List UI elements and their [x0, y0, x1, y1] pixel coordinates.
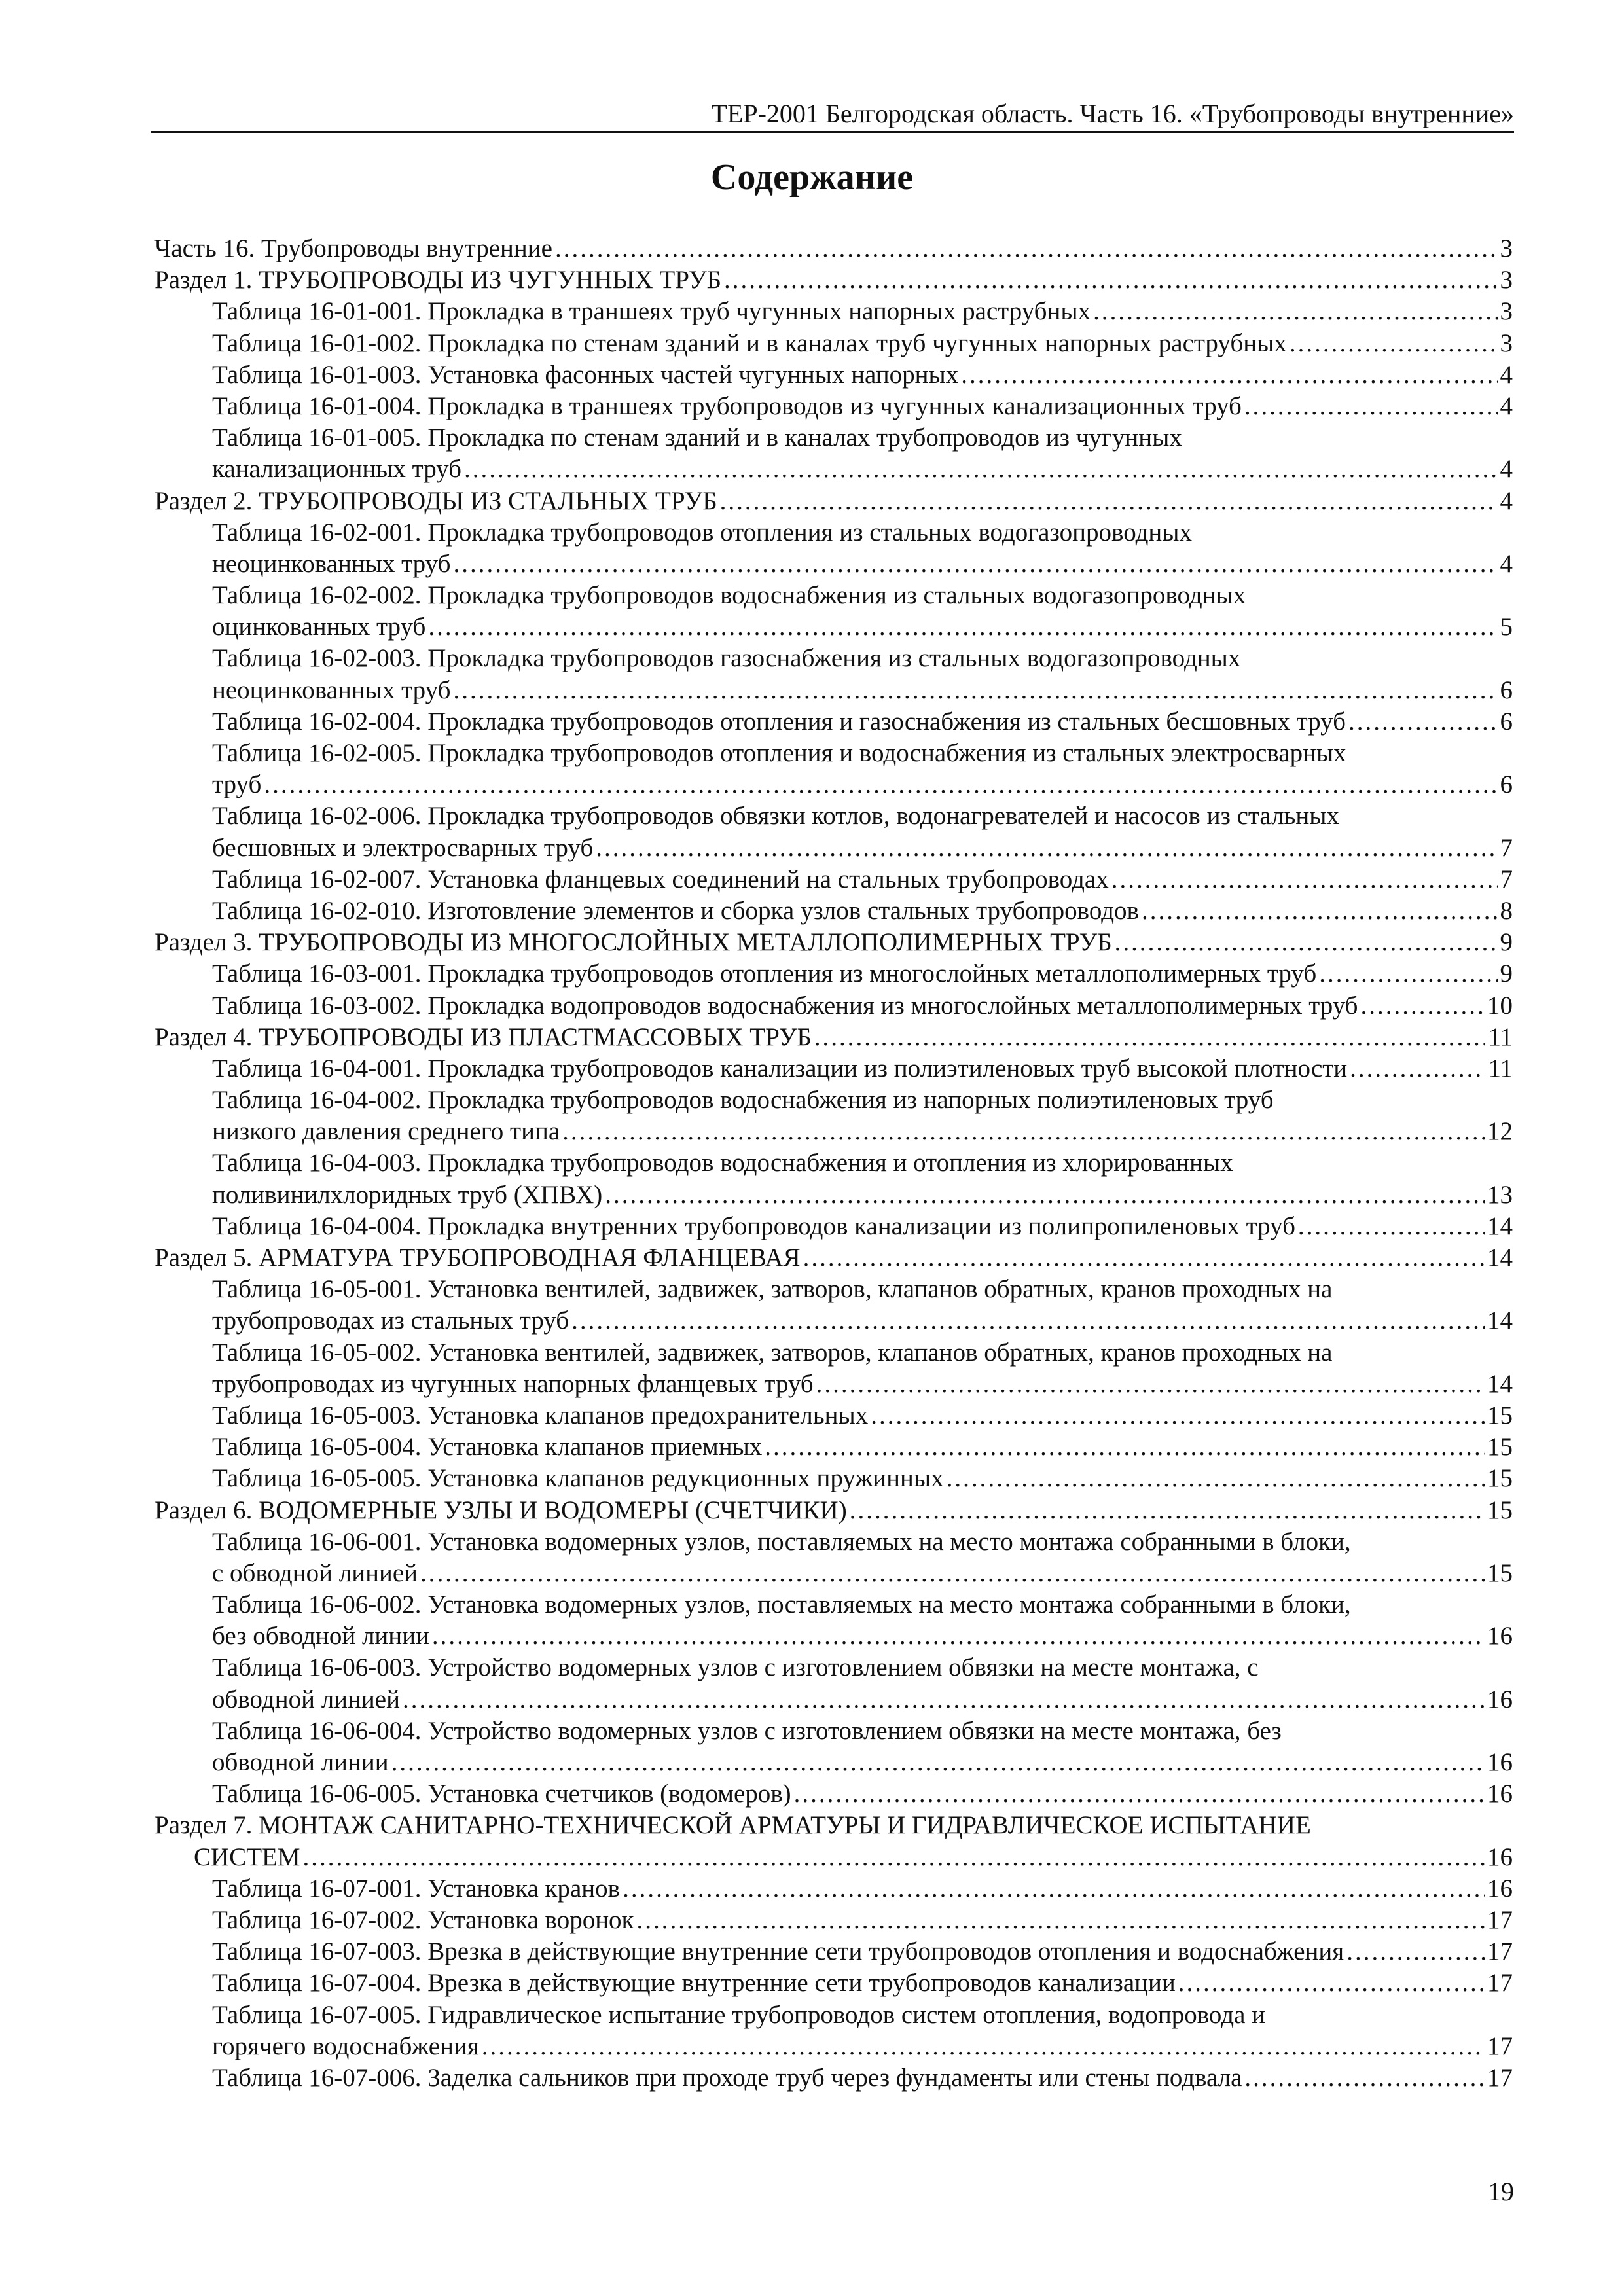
toc-entry[interactable]: [154, 643, 1513, 706]
dot-leader: [403, 1684, 1485, 1715]
toc-entry[interactable]: [154, 800, 1513, 863]
dot-leader: [1348, 706, 1498, 738]
toc-entry[interactable]: [154, 2062, 1513, 2094]
toc-page-number: 10: [1487, 991, 1513, 1020]
toc-entry-title: Таблица 16-07-005. Гидравлическое испытание трубопроводов систем отопления, водопровода и: [212, 2000, 1266, 2029]
dot-leader: [794, 1778, 1485, 1810]
dot-leader: [605, 1179, 1485, 1211]
toc-entry-title: Таблица 16-02-004. Прокладка трубопроводов отопления и газоснабжения из стальных бесшовных труб: [212, 707, 1346, 736]
toc-entry-title: бесшовных и электросварных труб: [212, 833, 594, 862]
toc-page-number: 16: [1487, 1842, 1513, 1871]
toc-entry-title: Таблица 16-02-001. Прокладка трубопроводов отопления из стальных водогазопроводных: [212, 518, 1192, 547]
toc-entry-title: Таблица 16-01-001. Прокладка в траншеях труб чугунных напорных раструбных: [212, 297, 1091, 326]
toc-entry-line: [154, 1400, 1513, 1431]
toc-entry[interactable]: [154, 1652, 1513, 1715]
page-number: 19: [1488, 2177, 1514, 2206]
toc-entry-line: [154, 1652, 1513, 1683]
toc-entry-line: [154, 1431, 1513, 1463]
toc-entry-line: [154, 422, 1513, 454]
toc-entry[interactable]: [154, 391, 1513, 422]
toc-entry[interactable]: [154, 1085, 1513, 1147]
toc-entry-line: [154, 1936, 1513, 1967]
toc-entry[interactable]: [154, 1495, 1513, 1526]
toc-page-number: 15: [1487, 1496, 1513, 1524]
toc-entry-line: [154, 264, 1513, 296]
header-divider: [151, 131, 1514, 133]
toc-entry[interactable]: [154, 1242, 1513, 1274]
toc-entry[interactable]: [154, 1905, 1513, 1936]
toc-entry-line: [154, 1747, 1513, 1778]
toc-page-number: 4: [1500, 391, 1513, 420]
toc-entry[interactable]: [154, 486, 1513, 517]
toc-entry[interactable]: [154, 1431, 1513, 1463]
toc-entry[interactable]: [154, 895, 1513, 927]
toc-entry-line: [154, 1526, 1513, 1558]
toc-entry-line: [154, 2031, 1513, 2062]
toc-entry-line: [154, 738, 1513, 769]
toc-entry[interactable]: [154, 359, 1513, 391]
toc-entry-line: [154, 1274, 1513, 1305]
toc-page-number: 17: [1487, 2063, 1513, 2092]
toc-page-number: 8: [1500, 896, 1513, 925]
toc-entry-line: [154, 1337, 1513, 1369]
toc-entry[interactable]: [154, 1211, 1513, 1242]
toc-entry-line: [154, 486, 1513, 517]
toc-entry-line: [154, 548, 1513, 580]
toc-entry-title: Таблица 16-04-001. Прокладка трубопроводов канализации из полиэтиленовых труб высокой плотности: [212, 1054, 1348, 1083]
toc-page-number: 3: [1500, 329, 1513, 357]
toc-entry-line: [154, 1621, 1513, 1652]
toc-page-number: 3: [1500, 297, 1513, 326]
dot-leader: [1115, 927, 1498, 958]
toc-entry-line: [154, 454, 1513, 485]
toc-entry[interactable]: [154, 1337, 1513, 1400]
toc-entry-line: [154, 1053, 1513, 1085]
toc-entry-line: [154, 990, 1513, 1022]
toc-page-number: 3: [1500, 234, 1513, 262]
toc-entry-title: Таблица 16-01-004. Прокладка в траншеях трубопроводов из чугунных канализационных труб: [212, 391, 1242, 420]
dot-leader: [420, 1558, 1485, 1589]
toc-page-number: 12: [1487, 1117, 1513, 1146]
dot-leader: [571, 1305, 1485, 1336]
toc-entry-line: [154, 1684, 1513, 1715]
toc-entry-line: [154, 1905, 1513, 1936]
dot-leader: [765, 1431, 1485, 1463]
dot-leader: [555, 233, 1498, 264]
toc-entry[interactable]: [154, 1936, 1513, 1967]
toc-page-number: 3: [1500, 266, 1513, 295]
toc-page-number: 4: [1500, 549, 1513, 578]
toc-entry-line: [154, 580, 1513, 611]
toc-entry-line: [154, 958, 1513, 990]
toc-entry-title: Таблица 16-01-005. Прокладка по стенам зданий и в каналах трубопроводов из чугунных: [212, 423, 1182, 452]
toc-entry-title: Таблица 16-01-002. Прокладка по стенам зданий и в каналах труб чугунных напорных раструбных: [212, 329, 1287, 357]
toc-entry[interactable]: [154, 2000, 1513, 2062]
toc-entry[interactable]: [154, 864, 1513, 895]
toc-entry[interactable]: [154, 1053, 1513, 1085]
toc-entry-title: Раздел 2. ТРУБОПРОВОДЫ ИЗ СТАЛЬНЫХ ТРУБ: [154, 486, 717, 515]
toc-page-number: 5: [1500, 613, 1513, 641]
dot-leader: [947, 1463, 1485, 1494]
toc-entry-title: Таблица 16-02-010. Изготовление элементов и сборка узлов стальных трубопроводов: [212, 896, 1139, 925]
toc-entry-line: [154, 359, 1513, 391]
toc-entry[interactable]: [154, 738, 1513, 800]
dot-leader: [871, 1400, 1485, 1431]
toc-entry-line: [154, 1495, 1513, 1526]
toc-entry-title: поливинилхлоридных труб (ХПВХ): [212, 1180, 603, 1209]
toc-page-number: 16: [1487, 1780, 1513, 1808]
toc-entry-line: [154, 1589, 1513, 1621]
toc-entry-line: [154, 1179, 1513, 1211]
toc-entry[interactable]: [154, 1400, 1513, 1431]
toc-entry-title: Таблица 16-05-003. Установка клапанов предохранительных: [212, 1401, 869, 1429]
toc-entry-line: [154, 643, 1513, 674]
toc-entry-line: [154, 1242, 1513, 1274]
toc-entry-title: Таблица 16-02-007. Установка фланцевых соединений на стальных трубопроводах: [212, 865, 1109, 893]
dot-leader: [1142, 895, 1498, 927]
toc-entry[interactable]: [154, 958, 1513, 990]
toc-page-number: 16: [1487, 1748, 1513, 1776]
toc-page-number: 4: [1500, 455, 1513, 484]
toc-entry-title: СИСТЕМ: [194, 1842, 300, 1871]
toc-entry-title: трубопроводах из чугунных напорных фланцевых труб: [212, 1369, 814, 1398]
toc-page-number: 16: [1487, 1685, 1513, 1713]
dot-leader: [454, 675, 1498, 706]
toc-entry-title: Раздел 5. АРМАТУРА ТРУБОПРОВОДНАЯ ФЛАНЦЕВАЯ: [154, 1244, 801, 1272]
toc-entry-line: [154, 1022, 1513, 1053]
toc-entry-title: Таблица 16-07-001. Установка кранов: [212, 1874, 621, 1903]
toc-page-number: 15: [1487, 1558, 1513, 1587]
dot-leader: [1298, 1211, 1485, 1242]
toc-entry-title: Таблица 16-07-002. Установка воронок: [212, 1905, 634, 1934]
toc-entry-line: [154, 1085, 1513, 1116]
toc-entry-title: Таблица 16-02-006. Прокладка трубопроводов обвязки котлов, водонагревателей и насосов из стальных: [212, 802, 1339, 831]
toc-entry-title: Раздел 6. ВОДОМЕРНЫЕ УЗЛЫ И ВОДОМЕРЫ (СЧЕТЧИКИ): [154, 1496, 847, 1524]
dot-leader: [1093, 296, 1497, 327]
toc-entry[interactable]: [154, 517, 1513, 580]
dot-leader: [1350, 1053, 1485, 1085]
dot-leader: [623, 1873, 1485, 1905]
toc-entry[interactable]: [154, 1589, 1513, 1652]
toc-entry-title: горячего водоснабжения: [212, 2032, 479, 2060]
dot-leader: [961, 359, 1497, 391]
toc-entry-line: [154, 391, 1513, 422]
toc-entry-title: Раздел 4. ТРУБОПРОВОДЫ ИЗ ПЛАСТМАССОВЫХ ТРУБ: [154, 1022, 812, 1051]
toc-entry-title: обводной линии: [212, 1748, 389, 1776]
toc-entry-title: трубопроводах из стальных труб: [212, 1306, 569, 1335]
toc-entry-title: Таблица 16-06-005. Установка счетчиков (водомеров): [212, 1780, 791, 1808]
dot-leader: [1346, 1936, 1485, 1967]
toc-entry-line: [154, 233, 1513, 264]
toc-entry-line: [154, 1116, 1513, 1147]
toc-entry-title: без обводной линии: [212, 1622, 429, 1651]
toc-page-number: 6: [1500, 770, 1513, 799]
toc-entry[interactable]: [154, 233, 1513, 264]
toc-entry[interactable]: [154, 1274, 1513, 1336]
toc-entry-title: Таблица 16-07-004. Врезка в действующие внутренние сети трубопроводов канализации: [212, 1969, 1176, 1998]
toc-page-number: 9: [1500, 960, 1513, 988]
toc-page-number: 13: [1487, 1180, 1513, 1209]
dot-leader: [1244, 391, 1498, 422]
toc-entry-line: [154, 1967, 1513, 1999]
toc-entry-title: Таблица 16-06-002. Установка водомерных узлов, поставляемых на место монтажа собранными в блоки,: [212, 1590, 1351, 1619]
toc-entry-title: с обводной линией: [212, 1558, 418, 1587]
toc-entry-title: Таблица 16-03-001. Прокладка трубопроводов отопления из многослойных металлополимерных труб: [212, 960, 1317, 988]
toc-entry-title: Часть 16. Трубопроводы внутренние: [154, 234, 552, 262]
toc-entry-line: [154, 328, 1513, 359]
dot-leader: [724, 264, 1498, 296]
dot-leader: [1111, 864, 1498, 895]
toc-page-number: 9: [1500, 928, 1513, 957]
toc-entry-line: [154, 769, 1513, 800]
toc-entry-line: [154, 2062, 1513, 2094]
toc-entry[interactable]: [154, 580, 1513, 643]
toc-page-number: 17: [1487, 1969, 1513, 1998]
toc-entry[interactable]: [154, 1022, 1513, 1053]
dot-leader: [464, 454, 1497, 485]
toc-entry[interactable]: [154, 1147, 1513, 1210]
dot-leader: [428, 611, 1497, 643]
toc-entry-line: [154, 1305, 1513, 1336]
toc-entry[interactable]: [154, 1810, 1513, 1873]
toc-entry-title: Таблица 16-06-004. Устройство водомерных узлов с изготовлением обвязки на месте монтажа, без: [212, 1716, 1282, 1745]
toc-page-number: 11: [1488, 1054, 1513, 1083]
toc-entry-line: [154, 1147, 1513, 1179]
toc-entry-title: Таблица 16-07-006. Заделка сальников при проходе труб через фундаменты или стены подвала: [212, 2063, 1242, 2092]
toc-entry[interactable]: [154, 1715, 1513, 1778]
toc-page-number: 4: [1500, 360, 1513, 389]
toc-entry-title: обводной линией: [212, 1685, 400, 1713]
toc-entry[interactable]: [154, 1463, 1513, 1494]
toc-entry-line: [154, 1211, 1513, 1242]
dot-leader: [482, 2031, 1485, 2062]
toc-entry-line: [154, 1810, 1513, 1841]
toc-page-number: 14: [1487, 1306, 1513, 1335]
dot-leader: [264, 769, 1497, 800]
dot-leader: [816, 1369, 1485, 1400]
dot-leader: [1290, 328, 1498, 359]
toc-page-number: 6: [1500, 675, 1513, 704]
toc-entry[interactable]: [154, 1873, 1513, 1905]
toc-entry-line: [154, 706, 1513, 738]
dot-leader: [1244, 2062, 1485, 2094]
toc-entry[interactable]: [154, 1778, 1513, 1810]
dot-leader: [303, 1842, 1485, 1873]
toc-entry-title: Таблица 16-04-004. Прокладка внутренних трубопроводов канализации из полипропиленовых труб: [212, 1211, 1295, 1240]
dot-leader: [562, 1116, 1485, 1147]
toc-page-number: 17: [1487, 1937, 1513, 1966]
toc-page-number: 15: [1487, 1401, 1513, 1429]
toc-entry[interactable]: [154, 706, 1513, 738]
toc-entry-title: Таблица 16-02-002. Прокладка трубопроводов водоснабжения из стальных водогазопроводных: [212, 581, 1246, 610]
toc-entry-title: Таблица 16-02-003. Прокладка трубопроводов газоснабжения из стальных водогазопроводных: [212, 644, 1241, 673]
toc-entry-line: [154, 1369, 1513, 1400]
toc-entry-title: Таблица 16-02-005. Прокладка трубопроводов отопления и водоснабжения из стальных электросварных: [212, 739, 1346, 767]
toc-page-number: 16: [1487, 1622, 1513, 1651]
toc-entry-title: труб: [212, 770, 262, 799]
toc-entry-title: Таблица 16-04-003. Прокладка трубопроводов водоснабжения и отопления из хлорированных: [212, 1149, 1233, 1177]
toc-page-number: 16: [1487, 1874, 1513, 1903]
toc-entry-line: [154, 927, 1513, 958]
dot-leader: [1319, 958, 1497, 990]
toc-entry-title: Раздел 1. ТРУБОПРОВОДЫ ИЗ ЧУГУННЫХ ТРУБ: [154, 266, 721, 295]
toc-page-number: 15: [1487, 1433, 1513, 1462]
toc-entry[interactable]: [154, 422, 1513, 485]
toc-entry-line: [154, 517, 1513, 548]
toc-entry-line: [154, 611, 1513, 643]
toc-entry[interactable]: [154, 927, 1513, 958]
toc-entry-line: [154, 800, 1513, 832]
table-of-contents: [154, 233, 1513, 2094]
toc-entry-title: неоцинкованных труб: [212, 675, 451, 704]
toc-entry-line: [154, 1558, 1513, 1589]
dot-leader: [850, 1495, 1485, 1526]
toc-entry-line: [154, 864, 1513, 895]
toc-page-number: 14: [1487, 1369, 1513, 1398]
dot-leader: [432, 1621, 1485, 1652]
toc-entry-title: низкого давления среднего типа: [212, 1117, 560, 1146]
toc-page-number: 6: [1500, 707, 1513, 736]
dot-leader: [454, 548, 1498, 580]
dot-leader: [596, 833, 1497, 864]
toc-entry[interactable]: [154, 1967, 1513, 1999]
toc-entry-title: Раздел 3. ТРУБОПРОВОДЫ ИЗ МНОГОСЛОЙНЫХ МЕТАЛЛОПОЛИМЕРНЫХ ТРУБ: [154, 928, 1112, 957]
toc-entry-title: Таблица 16-01-003. Установка фасонных частей чугунных напорных: [212, 360, 959, 389]
toc-entry-title: Таблица 16-05-002. Установка вентилей, задвижек, затворов, клапанов обратных, кранов проходных на: [212, 1338, 1333, 1367]
toc-entry-line: [154, 1715, 1513, 1747]
toc-page-number: 14: [1487, 1244, 1513, 1272]
dot-leader: [803, 1242, 1485, 1274]
toc-entry-line: [154, 833, 1513, 864]
toc-page-number: 15: [1487, 1464, 1513, 1493]
toc-entry[interactable]: [154, 990, 1513, 1022]
toc-entry-line: [154, 1778, 1513, 1810]
toc-entry-title: Таблица 16-05-004. Установка клапанов приемных: [212, 1433, 763, 1462]
toc-entry-line: [154, 1842, 1513, 1873]
page-title: Содержание: [710, 157, 914, 198]
toc-entry-title: канализационных труб: [212, 455, 462, 484]
toc-entry-line: [154, 296, 1513, 327]
toc-entry-title: оцинкованных труб: [212, 613, 426, 641]
toc-entry-title: Таблица 16-07-003. Врезка в действующие внутренние сети трубопроводов отопления и водоснабжения: [212, 1937, 1344, 1966]
toc-entry[interactable]: [154, 1526, 1513, 1589]
toc-page-number: 17: [1487, 2032, 1513, 2060]
dot-leader: [1178, 1967, 1485, 1999]
toc-entry-title: неоцинкованных труб: [212, 549, 451, 578]
toc-entry-title: Таблица 16-06-001. Установка водомерных узлов, поставляемых на место монтажа собранными в блоки,: [212, 1527, 1351, 1556]
toc-entry-title: Таблица 16-05-005. Установка клапанов редукционных пружинных: [212, 1464, 944, 1493]
toc-entry-line: [154, 1463, 1513, 1494]
toc-entry-line: [154, 1873, 1513, 1905]
toc-entry-line: [154, 675, 1513, 706]
toc-entry-title: Таблица 16-06-003. Устройство водомерных узлов с изготовлением обвязки на месте монтажа, с: [212, 1653, 1259, 1682]
dot-leader: [1361, 990, 1485, 1022]
toc-entry-title: Таблица 16-05-001. Установка вентилей, задвижек, затворов, клапанов обратных, кранов проходных на: [212, 1275, 1333, 1304]
toc-page-number: 17: [1487, 1905, 1513, 1934]
running-header: ТЕР-2001 Белгородская область. Часть 16. «Трубопроводы внутренние»: [711, 99, 1514, 128]
toc-entry-line: [154, 895, 1513, 927]
dot-leader: [391, 1747, 1485, 1778]
dot-leader: [814, 1022, 1486, 1053]
toc-page-number: 4: [1500, 486, 1513, 515]
toc-entry[interactable]: [154, 296, 1513, 327]
dot-leader: [637, 1905, 1485, 1936]
toc-entry[interactable]: [154, 264, 1513, 296]
toc-page-number: 14: [1487, 1211, 1513, 1240]
toc-page-number: 7: [1500, 865, 1513, 893]
toc-entry[interactable]: [154, 328, 1513, 359]
toc-entry-line: [154, 2000, 1513, 2031]
toc-page-number: 7: [1500, 833, 1513, 862]
toc-entry-title: Раздел 7. МОНТАЖ САНИТАРНО-ТЕХНИЧЕСКОЙ АРМАТУРЫ И ГИДРАВЛИЧЕСКОЕ ИСПЫТАНИЕ: [154, 1811, 1311, 1840]
toc-page-number: 11: [1488, 1022, 1513, 1051]
toc-entry-title: Таблица 16-04-002. Прокладка трубопроводов водоснабжения из напорных полиэтиленовых труб: [212, 1086, 1274, 1115]
toc-entry-title: Таблица 16-03-002. Прокладка водопроводов водоснабжения из многослойных металлополимерных труб: [212, 991, 1358, 1020]
dot-leader: [720, 486, 1498, 517]
